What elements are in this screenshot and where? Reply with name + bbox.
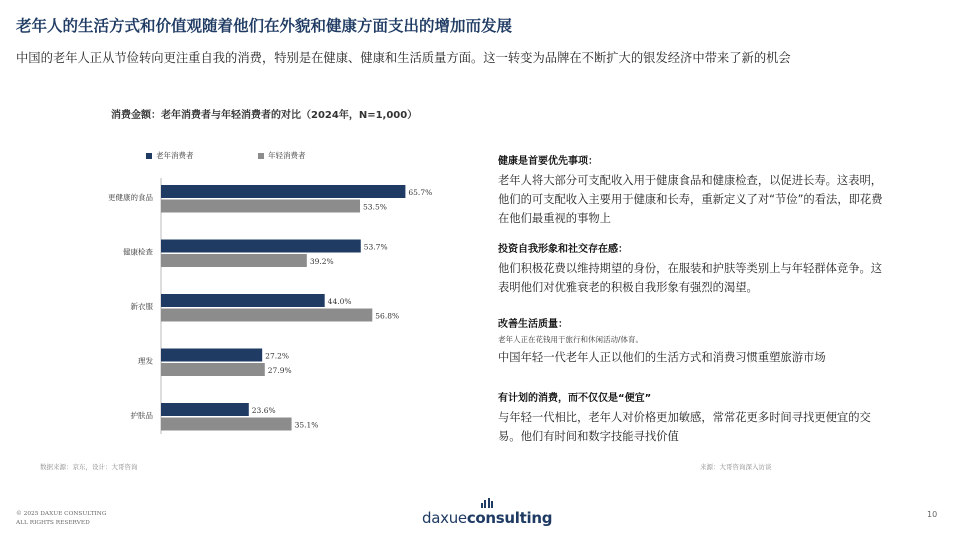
page-subtitle: 中国的老年人正从节俭转向更注重自我的消费，特别是在健康、健康和生活质量方面。这一转变为品牌在不断扩大的银发经济中带来了新的机会 xyxy=(16,51,791,65)
bar-younger xyxy=(161,363,265,376)
panel-body: 他们积极花费以维持期望的身份，在服装和护肤等类别上与年轻群体竞争。这表明他们对优雅衰老的积极自我形象有强烈的渴望。 xyxy=(498,262,883,294)
category-label: 健康检查 xyxy=(123,247,153,257)
company-logo xyxy=(422,498,552,527)
logo-text-bold: consulting xyxy=(466,509,553,527)
logo-text xyxy=(422,509,552,527)
logo-text-light: daxue xyxy=(422,509,467,527)
bar-younger xyxy=(161,309,372,322)
bar-older xyxy=(161,294,325,307)
panel-self-image xyxy=(498,240,893,297)
chart-source-note: 数据来源：京东，设计：大哥咨询 xyxy=(40,463,138,471)
data-label: 39.2% xyxy=(309,257,334,266)
logo-bars-icon xyxy=(481,498,494,508)
panel-health xyxy=(498,152,893,228)
data-label: 53.5% xyxy=(363,202,387,212)
bar-younger xyxy=(161,200,360,213)
bar-younger xyxy=(161,254,307,267)
bar-older xyxy=(161,240,361,253)
bar-older xyxy=(161,185,405,198)
panel-heading: 健康是首要优先事项： xyxy=(498,156,598,167)
data-label: 27.9% xyxy=(267,366,292,375)
data-label: 53.7% xyxy=(363,242,388,252)
page-number: 10 xyxy=(927,510,938,519)
data-label: 27.2% xyxy=(265,351,290,361)
copyright-line: ALL RIGHTS RESERVED xyxy=(16,520,90,526)
legend-label-older: 老年消费者 xyxy=(156,151,194,160)
bar-older xyxy=(161,403,249,416)
bar-older xyxy=(161,349,262,362)
panel-body: 老年人将大部分可支配收入用于健康食品和健康检查，以促进长寿。这表明，他们的可支配收入主要用于健康和长寿，重新定义了对“节俭”的看法，即花费在他们最重视的事物上 xyxy=(498,174,883,225)
bar-younger xyxy=(161,418,292,431)
panel-note: 老年人正在花钱用于旅行和休闲活动/体育。 xyxy=(498,335,644,344)
category-label: 理发 xyxy=(138,356,153,366)
data-label: 65.7% xyxy=(408,188,433,197)
panel-quality-of-life xyxy=(498,315,893,367)
data-label: 35.1% xyxy=(294,420,319,430)
panel-heading: 投资自我形象和社交存在感： xyxy=(498,244,628,255)
data-label: 44.0% xyxy=(327,297,352,306)
panel-body: 与年轻一代相比，老年人对价格更加敏感，常常花更多时间寻找更便宜的交易。他们有时间和数字技能寻找价值 xyxy=(498,411,871,443)
panel-planned-spending xyxy=(498,389,893,446)
data-label: 23.6% xyxy=(251,406,276,415)
category-label: 更健康的食品 xyxy=(108,193,153,202)
data-label: 56.8% xyxy=(375,311,400,321)
category-label: 护肤品 xyxy=(130,411,153,420)
panel-source-note: 来源：大哥咨询深入访谈 xyxy=(700,463,772,471)
page-title: 老年人的生活方式和价值观随着他们在外貌和健康方面支出的增加而发展 xyxy=(16,17,513,35)
category-label: 新衣服 xyxy=(130,302,153,311)
panel-heading: 改善生活质量： xyxy=(498,319,568,330)
panel-heading: 有计划的消费，而不仅仅是“便宜” xyxy=(498,393,652,404)
copyright xyxy=(16,510,107,528)
legend-label-younger: 年轻消费者 xyxy=(268,151,306,160)
chart-title: 消费金额：老年消费者与年轻消费者的对比（2024年，N=1,000） xyxy=(111,110,418,121)
copyright-line: © 2025 DAXUE CONSULTING xyxy=(16,511,107,517)
panel-body: 中国年轻一代老年人正以他们的生活方式和消费习惯重塑旅游市场 xyxy=(498,351,826,364)
